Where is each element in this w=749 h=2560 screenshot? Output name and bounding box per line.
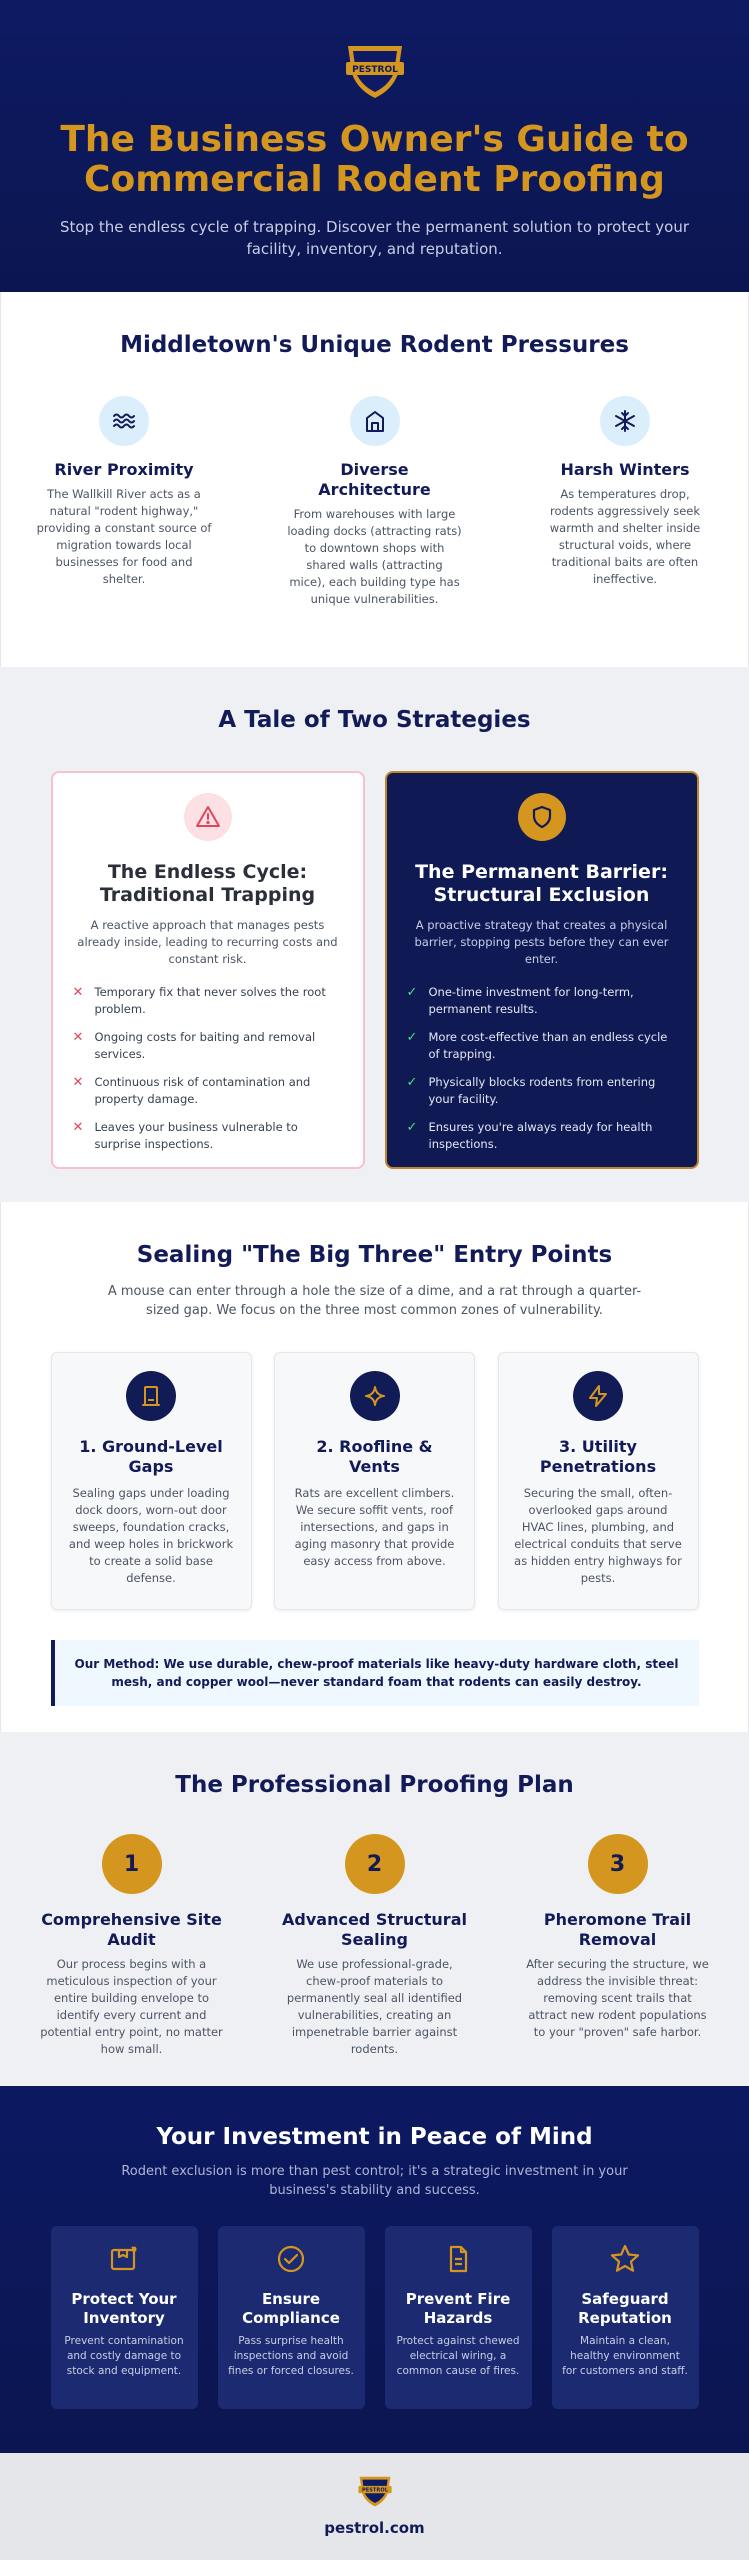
list-item [407, 1074, 677, 1108]
pressure-text: The Wallkill River acts as a natural "rodent highway," providing a constant source of migration towards local businesses for food and shelter. [36, 487, 212, 586]
entry-text: Securing the small, often-overlooked gaps around HVAC lines, plumbing, and electrical conduits that serve as hidden entry highways for pests. [514, 1486, 682, 1585]
investment-title: Your Investment in Peace of Mind [156, 2124, 593, 2150]
package-icon [61, 2240, 188, 2278]
star-icon [562, 2240, 689, 2278]
pestrol-logo[interactable] [340, 40, 410, 102]
roof-icon [350, 1371, 400, 1421]
benefit-text: Maintain a clean, healthy environment for customers and staff. [562, 2335, 688, 2377]
benefit-text: Protect against chewed electrical wiring, a common cause of fires. [396, 2335, 520, 2377]
benefit-title: Safeguard Reputation [578, 2290, 672, 2327]
exclusion-title: The Permanent Barrier: Structural Exclusion [415, 861, 668, 906]
list-item [407, 984, 677, 1018]
entry-points-subtitle: A mouse can enter through a hole the size of a dime, and a rat through a quarter-sized gap. We focus on the three most common zones of vulnerability. [107, 1284, 642, 1318]
entry-card [274, 1352, 475, 1610]
step-number: 3 [588, 1834, 648, 1894]
footer-url[interactable]: pestrol.com [324, 2519, 425, 2537]
benefit-card [218, 2226, 365, 2409]
entry-title: 3. Utility Penetrations [539, 1437, 657, 1476]
benefit-text: Pass surprise health inspections and avoid fines or forced closures. [228, 2335, 354, 2377]
method-text: Our Method: We use durable, chew-proof materials like heavy-duty hardware cloth, steel mesh, and copper wool—never standard foam that rodents can easily destroy. [74, 1657, 679, 1689]
entry-points-section [0, 1202, 749, 1732]
point-text: Leaves your business vulnerable to surprise inspections. [94, 1120, 298, 1151]
step-title: Pheromone Trail Removal [543, 1910, 692, 1949]
investment-section [0, 2086, 749, 2453]
step-number: 1 [102, 1834, 162, 1894]
x-icon: ✕ [72, 985, 84, 1000]
pestrol-logo[interactable] [355, 2473, 395, 2509]
building-icon [350, 396, 400, 446]
pressure-title: Harsh Winters [560, 460, 690, 479]
x-icon: ✕ [72, 1075, 84, 1090]
point-text: Temporary fix that never solves the root problem. [94, 985, 326, 1016]
pressure-item [37, 396, 212, 608]
step-number: 2 [345, 1834, 405, 1894]
list-item [73, 984, 343, 1018]
plan-section [0, 1732, 749, 2086]
benefit-card [552, 2226, 699, 2409]
investment-subtitle: Rodent exclusion is more than pest control; it's a strategic investment in your business's stability and success. [121, 2164, 628, 2198]
benefit-card [51, 2226, 198, 2409]
check-icon: ✓ [406, 1030, 418, 1045]
benefit-text: Prevent contamination and costly damage to stock and equipment. [64, 2335, 184, 2377]
entry-text: Rats are excellent climbers. We secure soffit vents, roof intersections, and gaps in aging masonry that provide easy access from above. [294, 1486, 455, 1568]
door-icon [126, 1371, 176, 1421]
list-item [407, 1029, 677, 1063]
warning-icon [184, 793, 232, 841]
check-icon: ✓ [406, 1075, 418, 1090]
list-item [407, 1119, 677, 1153]
point-text: More cost-effective than an endless cycle of trapping. [428, 1030, 668, 1061]
point-text: Ensures you're always ready for health inspections. [428, 1120, 653, 1151]
waves-icon [99, 396, 149, 446]
benefit-title: Protect Your Inventory [71, 2290, 177, 2327]
pressure-item [287, 396, 462, 608]
trapping-text: A reactive approach that manages pests already inside, leading to recurring costs and constant risk. [77, 918, 338, 966]
shield-icon [518, 793, 566, 841]
pressure-text: From warehouses with large loading docks (attracting rats) to downtown shops with shared walls (attracting mice), each building type has unique vulnerabilities. [287, 507, 462, 606]
benefit-title: Ensure Compliance [242, 2290, 340, 2327]
point-text: Continuous risk of contamination and property damage. [94, 1075, 311, 1106]
x-icon: ✕ [72, 1030, 84, 1045]
snowflake-icon [600, 396, 650, 446]
hero-section [0, 0, 749, 292]
list-item [73, 1029, 343, 1063]
pressures-section [0, 292, 749, 667]
step-text: After securing the structure, we address the invisible threat: removing scent trails that attract new rodent populations to your "proven" safe harbor. [526, 1957, 709, 2039]
pressure-text: As temperatures drop, rodents aggressively seek warmth and shelter inside structural voids, where traditional baits are often ineffective. [549, 487, 701, 586]
logo-text: PESTROL [351, 65, 398, 75]
point-text: One-time investment for long-term, permanent results. [428, 985, 634, 1016]
entry-card [51, 1352, 252, 1610]
plan-step [523, 1834, 713, 2058]
step-title: Advanced Structural Sealing [282, 1910, 467, 1949]
entry-text: Sealing gaps under loading dock doors, worn-out door sweeps, foundation cracks, and weep holes in brickwork to create a solid base defense. [68, 1486, 234, 1585]
entry-title: 1. Ground-Level Gaps [79, 1437, 223, 1476]
method-callout [51, 1640, 699, 1706]
check-circle-icon [228, 2240, 355, 2278]
point-text: Physically blocks rodents from entering your facility. [428, 1075, 656, 1106]
lightning-icon [573, 1371, 623, 1421]
benefit-card [385, 2226, 532, 2409]
trapping-title: The Endless Cycle: Traditional Trapping [99, 861, 316, 906]
pressure-item [538, 396, 713, 608]
exclusion-text: A proactive strategy that creates a physical barrier, stopping pests before they can ever enter. [414, 918, 669, 966]
pressures-title: Middletown's Unique Rodent Pressures [120, 332, 629, 358]
exclusion-card [385, 771, 699, 1169]
pressure-title: Diverse Architecture [318, 460, 431, 499]
check-icon: ✓ [406, 985, 418, 1000]
footer [0, 2453, 749, 2560]
pressure-title: River Proximity [54, 460, 194, 479]
entry-title: 2. Roofline & Vents [316, 1437, 433, 1476]
strategies-section [0, 667, 749, 1202]
strategies-title: A Tale of Two Strategies [218, 707, 531, 733]
point-text: Ongoing costs for baiting and removal services. [94, 1030, 316, 1061]
document-icon [395, 2240, 522, 2278]
entry-points-title: Sealing "The Big Three" Entry Points [136, 1242, 613, 1268]
hero-subtitle: Stop the endless cycle of trapping. Discover the permanent solution to protect your facility, inventory, and reputation. [59, 218, 690, 258]
step-text: Our process begins with a meticulous inspection of your entire building envelope to identify every current and potential entry point, no matter how small. [40, 1957, 223, 2056]
page-title: The Business Owner's Guide to Commercial Rodent Proofing [60, 119, 689, 200]
list-item [73, 1119, 343, 1153]
plan-title: The Professional Proofing Plan [175, 1772, 574, 1798]
x-icon: ✕ [72, 1120, 84, 1135]
logo-text: PESTROL [361, 2487, 388, 2494]
plan-step [280, 1834, 470, 2058]
step-text: We use professional-grade, chew-proof materials to permanently seal all identified vulnerabilities, creating an impenetrable barrier against rodents. [286, 1957, 463, 2056]
trapping-card [51, 771, 365, 1169]
list-item [73, 1074, 343, 1108]
step-title: Comprehensive Site Audit [41, 1910, 222, 1949]
plan-step [37, 1834, 227, 2058]
benefit-title: Prevent Fire Hazards [405, 2290, 511, 2327]
entry-card [498, 1352, 699, 1610]
check-icon: ✓ [406, 1120, 418, 1135]
